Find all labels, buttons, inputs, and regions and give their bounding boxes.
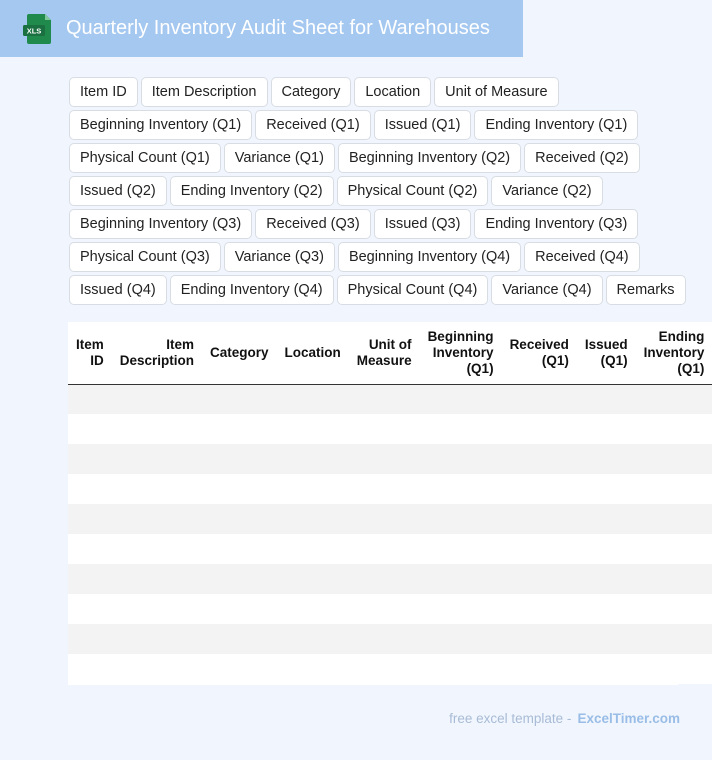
table-cell[interactable] bbox=[112, 444, 202, 474]
column-chip[interactable]: Beginning Inventory (Q2) bbox=[338, 143, 521, 173]
table-cell[interactable] bbox=[420, 534, 502, 564]
column-chip[interactable]: Ending Inventory (Q4) bbox=[170, 275, 334, 305]
table-cell[interactable] bbox=[636, 474, 712, 504]
table-cell[interactable] bbox=[577, 384, 636, 414]
table-cell[interactable] bbox=[68, 564, 112, 594]
table-cell[interactable] bbox=[420, 594, 502, 624]
table-cell[interactable] bbox=[112, 414, 202, 444]
table-cell[interactable] bbox=[636, 654, 712, 684]
column-chip[interactable]: Physical Count (Q1) bbox=[69, 143, 221, 173]
table-cell[interactable] bbox=[502, 504, 577, 534]
column-chip[interactable]: Ending Inventory (Q1) bbox=[474, 110, 638, 140]
table-cell[interactable] bbox=[577, 474, 636, 504]
table-row bbox=[68, 504, 712, 534]
table-cell[interactable] bbox=[112, 504, 202, 534]
table-cell[interactable] bbox=[68, 384, 112, 414]
column-chip[interactable]: Issued (Q3) bbox=[374, 209, 472, 239]
column-chip[interactable]: Received (Q1) bbox=[255, 110, 370, 140]
table-cell[interactable] bbox=[349, 594, 420, 624]
table-cell[interactable] bbox=[636, 594, 712, 624]
column-chip[interactable]: Issued (Q1) bbox=[374, 110, 472, 140]
page-header bbox=[0, 0, 523, 57]
table-cell[interactable] bbox=[112, 624, 202, 654]
table-cell[interactable] bbox=[277, 654, 349, 684]
inventory-table bbox=[68, 322, 712, 684]
table-cell[interactable] bbox=[420, 384, 502, 414]
xls-icon-text: XLS bbox=[26, 26, 42, 36]
column-chip[interactable]: Beginning Inventory (Q1) bbox=[69, 110, 252, 140]
table-cell[interactable] bbox=[577, 504, 636, 534]
table-cell[interactable] bbox=[577, 594, 636, 624]
page-title: Quarterly Inventory Audit Sheet for Warehouses bbox=[66, 17, 490, 39]
table-cell[interactable] bbox=[277, 594, 349, 624]
table-cell[interactable] bbox=[202, 624, 277, 654]
table-cell[interactable] bbox=[636, 534, 712, 564]
column-chip[interactable]: Ending Inventory (Q2) bbox=[170, 176, 334, 206]
column-list bbox=[69, 77, 699, 305]
table-cell[interactable] bbox=[202, 594, 277, 624]
table-row bbox=[68, 444, 712, 474]
column-header: Item Description bbox=[112, 322, 202, 384]
column-chip[interactable]: Item Description bbox=[141, 77, 268, 107]
column-header: Beginning Inventory (Q1) bbox=[420, 322, 502, 384]
table-cell[interactable] bbox=[112, 534, 202, 564]
table-cell[interactable] bbox=[577, 564, 636, 594]
column-chip[interactable]: Physical Count (Q4) bbox=[337, 275, 489, 305]
column-header: Item ID bbox=[68, 322, 112, 384]
column-chip[interactable]: Unit of Measure bbox=[434, 77, 558, 107]
table-cell[interactable] bbox=[502, 564, 577, 594]
table-cell[interactable] bbox=[349, 624, 420, 654]
table-cell[interactable] bbox=[112, 594, 202, 624]
table-cell[interactable] bbox=[277, 504, 349, 534]
column-chip[interactable]: Variance (Q1) bbox=[224, 143, 335, 173]
column-header: Issued (Q1) bbox=[577, 322, 636, 384]
table-cell[interactable] bbox=[420, 474, 502, 504]
column-header: Received (Q1) bbox=[502, 322, 577, 384]
table-cell[interactable] bbox=[68, 594, 112, 624]
column-chip[interactable]: Remarks bbox=[606, 275, 686, 305]
table-cell[interactable] bbox=[202, 474, 277, 504]
table-cell[interactable] bbox=[202, 534, 277, 564]
table-cell[interactable] bbox=[636, 564, 712, 594]
table-header-row bbox=[68, 322, 712, 384]
table-cell[interactable] bbox=[202, 444, 277, 474]
table-cell[interactable] bbox=[202, 564, 277, 594]
table-cell[interactable] bbox=[420, 654, 502, 684]
table-cell[interactable] bbox=[502, 624, 577, 654]
column-chip[interactable]: Beginning Inventory (Q3) bbox=[69, 209, 252, 239]
table-row bbox=[68, 624, 712, 654]
table-cell[interactable] bbox=[577, 654, 636, 684]
table-cell[interactable] bbox=[68, 534, 112, 564]
table-cell[interactable] bbox=[349, 654, 420, 684]
table-cell[interactable] bbox=[349, 444, 420, 474]
table-cell[interactable] bbox=[636, 504, 712, 534]
table-cell[interactable] bbox=[420, 444, 502, 474]
table-cell[interactable] bbox=[277, 414, 349, 444]
table-row bbox=[68, 594, 712, 624]
column-chip[interactable]: Variance (Q3) bbox=[224, 242, 335, 272]
table-cell[interactable] bbox=[202, 384, 277, 414]
table-cell[interactable] bbox=[349, 414, 420, 444]
column-chip[interactable]: Physical Count (Q3) bbox=[69, 242, 221, 272]
table-cell[interactable] bbox=[112, 564, 202, 594]
table-cell[interactable] bbox=[502, 384, 577, 414]
table-row bbox=[68, 384, 712, 414]
column-chip[interactable]: Received (Q4) bbox=[524, 242, 639, 272]
column-chip[interactable]: Category bbox=[271, 77, 352, 107]
table-cell[interactable] bbox=[502, 414, 577, 444]
table-cell[interactable] bbox=[502, 654, 577, 684]
column-chip[interactable]: Variance (Q2) bbox=[491, 176, 602, 206]
table-cell[interactable] bbox=[202, 504, 277, 534]
inventory-table-wrapper bbox=[68, 322, 705, 685]
table-row bbox=[68, 654, 712, 684]
column-chip[interactable]: Received (Q3) bbox=[255, 209, 370, 239]
table-cell[interactable] bbox=[277, 384, 349, 414]
table-cell[interactable] bbox=[577, 444, 636, 474]
table-row bbox=[68, 414, 712, 444]
table-cell[interactable] bbox=[349, 384, 420, 414]
table-cell[interactable] bbox=[277, 624, 349, 654]
column-header: Location bbox=[277, 322, 349, 384]
table-cell[interactable] bbox=[502, 474, 577, 504]
column-header: Category bbox=[202, 322, 277, 384]
table-cell[interactable] bbox=[112, 384, 202, 414]
column-chip[interactable]: Issued (Q4) bbox=[69, 275, 167, 305]
table-cell[interactable] bbox=[68, 624, 112, 654]
table-cell[interactable] bbox=[636, 414, 712, 444]
table-cell[interactable] bbox=[68, 414, 112, 444]
footer-brand-link[interactable]: ExcelTimer.com bbox=[577, 711, 680, 726]
column-chip[interactable]: Variance (Q4) bbox=[491, 275, 602, 305]
column-chip[interactable]: Location bbox=[354, 77, 431, 107]
table-cell[interactable] bbox=[68, 504, 112, 534]
table-cell[interactable] bbox=[577, 624, 636, 654]
table-cell[interactable] bbox=[577, 534, 636, 564]
column-chip[interactable]: Ending Inventory (Q3) bbox=[474, 209, 638, 239]
table-cell[interactable] bbox=[112, 474, 202, 504]
footer bbox=[449, 711, 680, 726]
column-chip[interactable]: Issued (Q2) bbox=[69, 176, 167, 206]
table-cell[interactable] bbox=[349, 474, 420, 504]
column-chip[interactable]: Item ID bbox=[69, 77, 138, 107]
table-cell[interactable] bbox=[502, 444, 577, 474]
table-cell[interactable] bbox=[420, 414, 502, 444]
column-header: Ending Inventory (Q1) bbox=[636, 322, 712, 384]
table-cell[interactable] bbox=[349, 534, 420, 564]
table-cell[interactable] bbox=[277, 444, 349, 474]
table-body bbox=[68, 384, 712, 684]
table-cell[interactable] bbox=[277, 474, 349, 504]
column-header: Unit of Measure bbox=[349, 322, 420, 384]
table-cell[interactable] bbox=[68, 474, 112, 504]
table-row bbox=[68, 474, 712, 504]
table-cell[interactable] bbox=[502, 534, 577, 564]
table-cell[interactable] bbox=[636, 624, 712, 654]
column-chip[interactable]: Physical Count (Q2) bbox=[337, 176, 489, 206]
table-cell[interactable] bbox=[420, 624, 502, 654]
column-chip[interactable]: Received (Q2) bbox=[524, 143, 639, 173]
table-cell[interactable] bbox=[277, 534, 349, 564]
excel-file-icon bbox=[23, 14, 51, 44]
table-cell[interactable] bbox=[420, 564, 502, 594]
table-cell[interactable] bbox=[68, 654, 112, 684]
table-cell[interactable] bbox=[277, 564, 349, 594]
table-cell[interactable] bbox=[349, 564, 420, 594]
table-cell[interactable] bbox=[502, 594, 577, 624]
table-cell[interactable] bbox=[636, 444, 712, 474]
table-cell[interactable] bbox=[202, 414, 277, 444]
table-cell[interactable] bbox=[636, 384, 712, 414]
table-cell[interactable] bbox=[202, 654, 277, 684]
table-cell[interactable] bbox=[349, 504, 420, 534]
table-cell[interactable] bbox=[577, 414, 636, 444]
table-row bbox=[68, 534, 712, 564]
table-cell[interactable] bbox=[112, 654, 202, 684]
table-cell[interactable] bbox=[420, 504, 502, 534]
column-chip[interactable]: Beginning Inventory (Q4) bbox=[338, 242, 521, 272]
table-cell[interactable] bbox=[68, 444, 112, 474]
footer-prefix: free excel template - bbox=[449, 711, 572, 726]
table-row bbox=[68, 564, 712, 594]
